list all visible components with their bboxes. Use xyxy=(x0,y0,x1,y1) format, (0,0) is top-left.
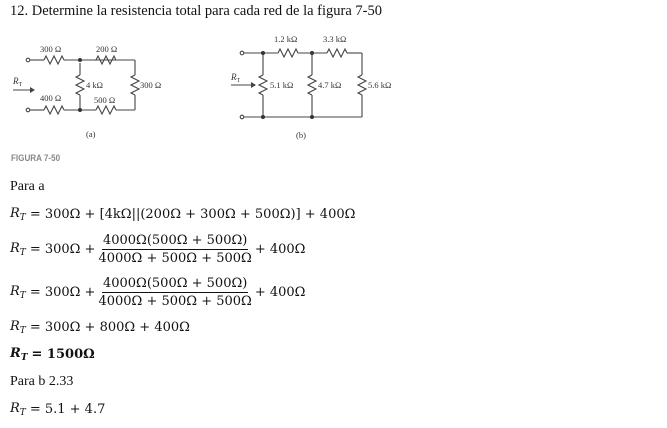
equation-1: $R_T$ = 300Ω + [4kΩ||(200Ω + 300Ω + 500Ω)] + 400Ω xyxy=(10,206,356,223)
resistor-label: 4 kΩ xyxy=(86,80,103,90)
resistor-label: 400 Ω xyxy=(40,93,62,103)
circuit-b-diagram xyxy=(220,28,420,143)
circuit-a-rt-label: $R_T$ xyxy=(13,76,23,88)
resistor-label: 5.6 kΩ xyxy=(368,80,392,90)
circuit-b-rt-label: $R_T$ xyxy=(231,72,241,84)
resistor-label: 1.2 kΩ xyxy=(274,34,298,44)
circuit-b-caption: (b) xyxy=(296,130,306,140)
circuit-a-diagram xyxy=(0,30,200,145)
resistor-label: 4.7 kΩ xyxy=(318,80,342,90)
problem-title: 12. Determine la resistencia total para cada red de la figura 7-50 xyxy=(10,3,382,19)
resistor-label: 500 Ω xyxy=(94,95,116,105)
resistor-label: 200 Ω xyxy=(96,44,118,54)
equation-6: $R_T$ = 5.1 + 4.7 xyxy=(10,401,106,418)
part-a-heading: Para a xyxy=(10,179,45,194)
equation-4: $R_T$ = 300Ω + 800Ω + 400Ω xyxy=(10,319,190,336)
circuit-a-caption: (a) xyxy=(86,129,96,139)
resistor-label: 300 Ω xyxy=(40,44,62,54)
equation-result: $R_T$ = 1500Ω xyxy=(10,346,95,363)
equation-3: $R_T$ = 300Ω + $\frac{4000\Omega(500\Omega + 500\Omega)}{4000\Omega + 500\Omega + 500\Omega}$ + 400Ω xyxy=(10,276,306,309)
part-b-heading: Para b 2.33 xyxy=(10,374,74,389)
figure-label: FIGURA 7-50 xyxy=(11,153,61,164)
equation-2: $R_T$ = 300Ω + $\frac{4000\Omega(500\Omega + 500\Omega)}{4000\Omega + 500\Omega + 500\Omega}$ + 400Ω xyxy=(10,233,306,266)
resistor-label: 3.3 kΩ xyxy=(323,34,347,44)
resistor-label: 5.1 kΩ xyxy=(270,80,294,90)
resistor-label: 300 Ω xyxy=(140,80,162,90)
